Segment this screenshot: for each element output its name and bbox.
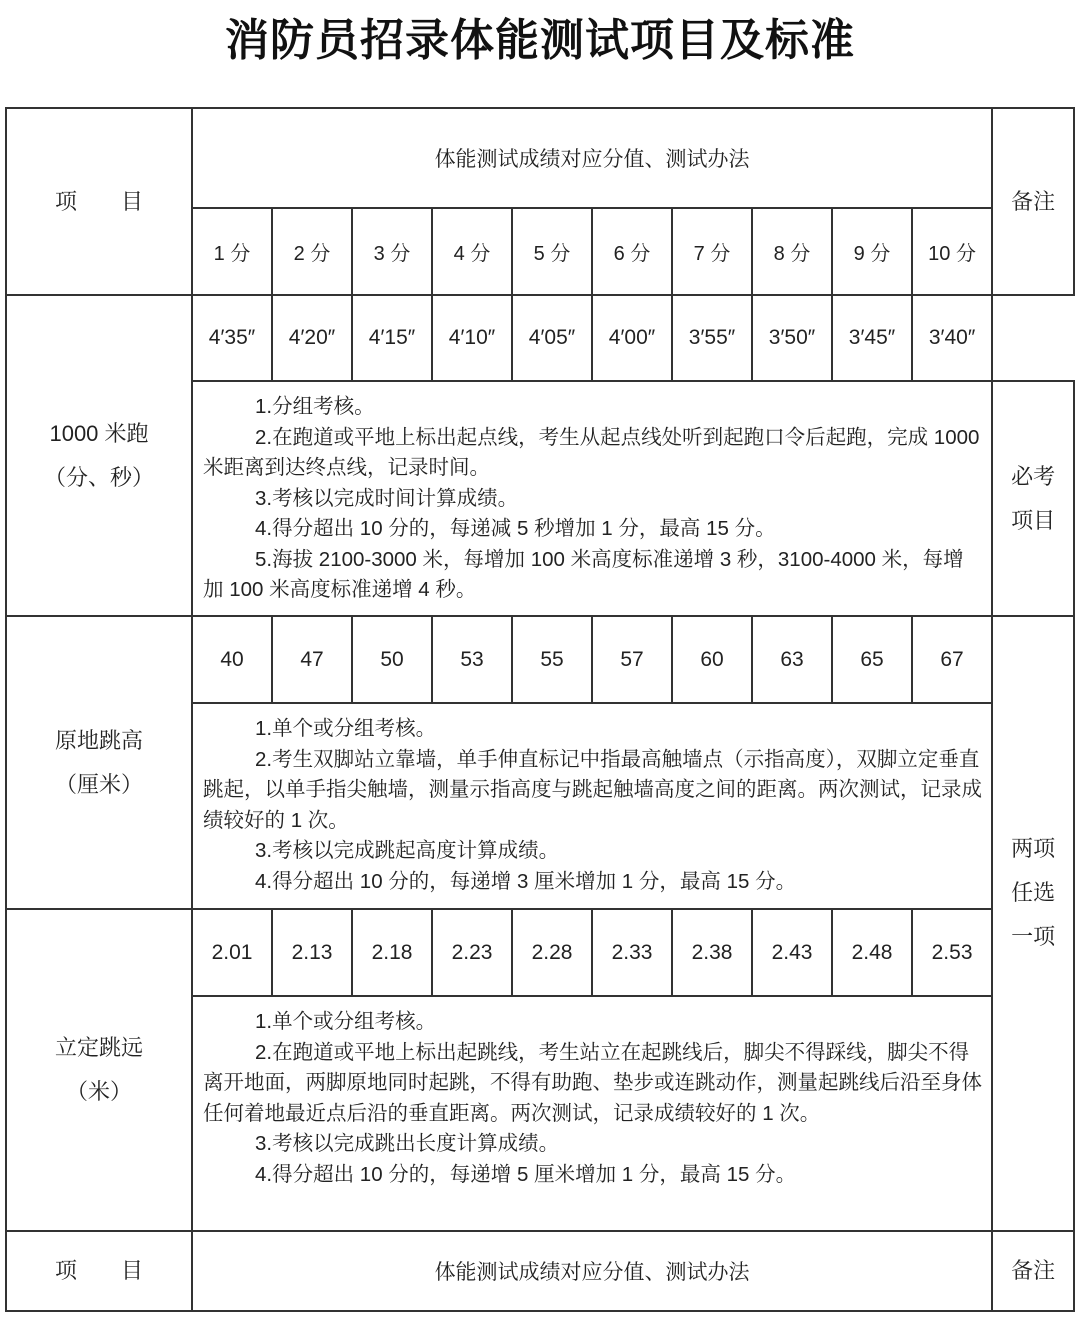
footer-scoring: 体能测试成绩对应分值、测试办法 [192,1231,992,1311]
standard-value-10: 2.53 [912,909,992,996]
standard-value-8: 63 [752,616,832,703]
standard-value-5: 2.28 [512,909,592,996]
score-header-6: 6 分 [592,208,672,295]
method-step: 3.考核以完成时间计算成绩。 [255,486,519,510]
note-line: 任选 [1011,880,1056,905]
method-high-jump [192,703,992,909]
score-header-2: 2 分 [272,208,352,295]
method-step: 4.得分超出 10 分的，每递增 5 厘米增加 1 分，最高 15 分。 [255,1162,797,1186]
note-line: 两项 [1011,836,1056,861]
values-row-long-jump [6,909,1074,996]
note-line: 项目 [1011,507,1056,533]
item-unit: （厘米） [54,771,143,797]
standard-value-7: 3′55″ [672,295,752,381]
standard-value-7: 60 [672,616,752,703]
method-long-jump [192,996,992,1231]
standard-value-4: 53 [432,616,512,703]
note-required [992,381,1074,616]
method-step: 3.考核以完成跳起高度计算成绩。 [255,839,560,862]
score-header-1: 1 分 [192,208,272,295]
standard-value-1: 4′35″ [192,295,272,381]
item-unit: （分、秒） [43,464,154,490]
method-step: 1.分组考核。 [255,395,375,418]
standard-value-6: 2.33 [592,909,672,996]
header-item: 项 目 [6,108,192,295]
method-step: 2.在跑道或平地上标出起跳线，考生站立在起跳线后，脚尖不得踩线，脚尖不得离开地面，两脚原地同时起跳，不得有助跑、垫步或连跳动作，测量起跳线后沿至身体任何着地最近点后沿的垂直距离。两次测试，记录成绩较好的 1 次。 [203,1040,982,1125]
header-note: 备注 [992,108,1074,295]
header-scoring: 体能测试成绩对应分值、测试办法 [192,108,992,208]
score-header-8: 8 分 [752,208,832,295]
standard-value-8: 3′50″ [752,295,832,381]
standard-value-6: 4′00″ [592,295,672,381]
method-step: 4.得分超出 10 分的，每递增 3 厘米增加 1 分，最高 15 分。 [255,869,797,893]
note-line: 必考 [1011,463,1056,489]
score-header-3: 3 分 [352,208,432,295]
method-step: 1.单个或分组考核。 [255,1010,437,1033]
standard-value-1: 2.01 [192,909,272,996]
score-header-10: 10 分 [912,208,992,295]
footer-note: 备注 [992,1231,1074,1311]
standard-value-5: 55 [512,616,592,703]
standard-value-10: 67 [912,616,992,703]
score-header-9: 9 分 [832,208,912,295]
method-step: 2.在跑道或平地上标出起点线，考生从起点线处听到起跑口令后起跑，完成 1000 米距离到达终点线，记录时间。 [203,425,980,479]
note-line: 一项 [1011,924,1056,949]
method-step: 2.考生双脚站立靠墙，单手伸直标记中指最高触墙点（示指高度），双脚立定垂直跳起，以单手指尖触墙，测量示指高度与跳起触墙高度之间的距离。两次测试，记录成绩较好的 1 次。 [203,747,982,832]
item-name: 原地跳高 [54,727,143,753]
standard-value-2: 47 [272,616,352,703]
standard-value-10: 3′40″ [912,295,992,381]
standard-value-4: 4′10″ [432,295,512,381]
standard-value-9: 65 [832,616,912,703]
item-1000m [6,295,192,616]
values-row-high-jump [6,616,1074,703]
standard-value-5: 4′05″ [512,295,592,381]
item-name: 立定跳远 [54,1035,143,1060]
item-unit: （米） [65,1079,132,1104]
method-step: 1.单个或分组考核。 [255,717,437,740]
score-header-7: 7 分 [672,208,752,295]
standards-table [5,107,1075,1312]
score-header-4: 4 分 [432,208,512,295]
page-title: 消防员招录体能测试项目及标准 [225,16,855,65]
standard-value-9: 3′45″ [832,295,912,381]
method-step: 4.得分超出 10 分的，每递减 5 秒增加 1 分，最高 15 分。 [255,517,776,540]
method-1000m [192,381,992,616]
item-name: 1000 米跑 [49,420,149,446]
score-header-5: 5 分 [512,208,592,295]
values-row-1000m [6,295,1074,381]
method-step: 5.海拔 2100-3000 米，每增加 100 米高度标准递增 3 秒，3100-4000 米，每增加 100 米高度标准递增 4 秒。 [203,547,964,601]
standard-value-2: 4′20″ [272,295,352,381]
note-optional [992,616,1074,1231]
method-step: 3.考核以完成跳出长度计算成绩。 [255,1132,560,1155]
standard-value-8: 2.43 [752,909,832,996]
standard-value-9: 2.48 [832,909,912,996]
item-high-jump [6,616,192,909]
standard-value-3: 50 [352,616,432,703]
standard-value-6: 57 [592,616,672,703]
item-long-jump [6,909,192,1231]
standard-value-3: 2.18 [352,909,432,996]
footer-item: 项 目 [6,1231,192,1311]
standard-value-3: 4′15″ [352,295,432,381]
standard-value-4: 2.23 [432,909,512,996]
standard-value-7: 2.38 [672,909,752,996]
standard-value-2: 2.13 [272,909,352,996]
standard-value-1: 40 [192,616,272,703]
